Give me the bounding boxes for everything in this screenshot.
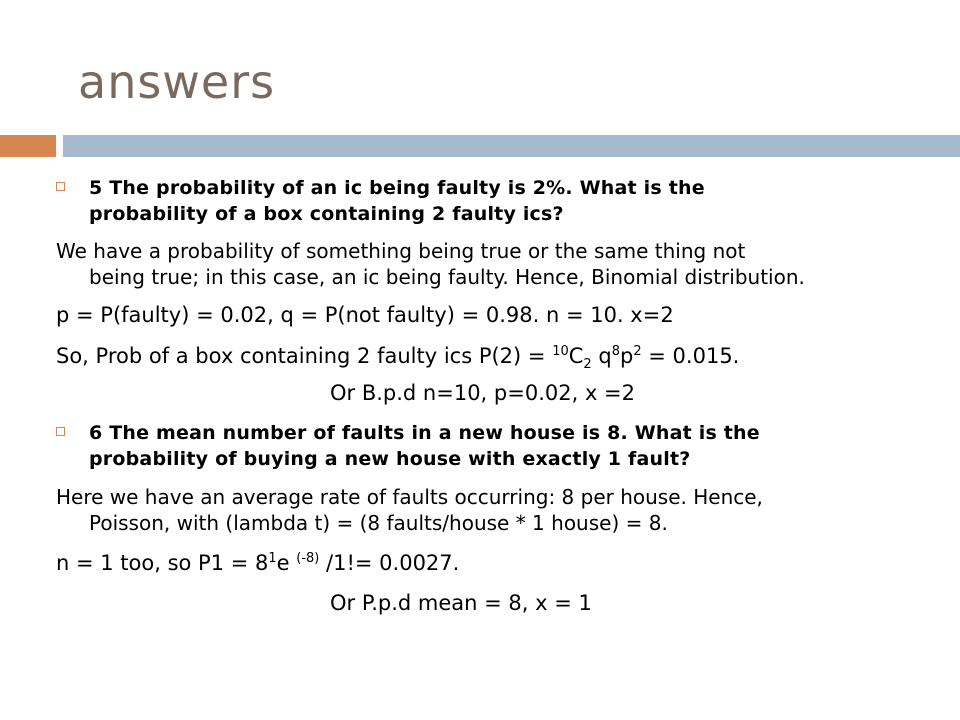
q5-calc-n: 10 <box>552 344 569 359</box>
hollow-square-icon <box>56 427 65 436</box>
q5-explanation-line-1: We have a probability of something being true or the same thing not <box>56 239 746 263</box>
q5-explanation-line-2: being true; in this case, an ic being faulty. Hence, Binomial distribution. <box>89 265 805 289</box>
q6-alternative: Or P.p.d mean = 8, x = 1 <box>330 591 592 615</box>
q5-alternative: Or B.p.d n=10, p=0.02, x =2 <box>330 381 636 405</box>
q5-calc-k: 2 <box>583 357 592 373</box>
q5-parameters: p = P(faulty) = 0.02, q = P(not faulty) = 0.98. n = 10. x=2 <box>56 303 674 327</box>
q5-calc-q-exp: 8 <box>611 344 620 359</box>
q6-explanation-line-2: Poisson, with (lambda t) = (8 faults/house * 1 house) = 8. <box>89 511 668 535</box>
q6-calc-exp2: (-8) <box>296 551 320 566</box>
q5-calc-p: p <box>619 344 634 368</box>
question-6-line-1: 6 The mean number of faults in a new house is 8. What is the <box>89 422 760 444</box>
question-5 <box>56 175 916 227</box>
question-6-line-2: probability of buying a new house with exactly 1 fault? <box>89 448 691 470</box>
q5-calc-prefix: So, Prob of a box containing 2 faulty ics P(2) = <box>56 344 553 368</box>
q6-calc-prefix: n = 1 too, so P1 = 8 <box>56 551 269 575</box>
question-6 <box>56 420 916 472</box>
hollow-square-icon <box>56 182 65 191</box>
q5-explanation <box>56 238 916 290</box>
q5-calc-q: q <box>591 344 612 368</box>
q6-calc-exp1: 1 <box>268 551 277 566</box>
question-5-line-2: probability of a box containing 2 faulty ics? <box>89 203 564 225</box>
q6-calculation <box>56 550 916 576</box>
slide-title: answers <box>78 55 276 109</box>
q5-calc-result: = 0.015. <box>641 344 740 368</box>
q6-explanation <box>56 484 916 536</box>
q6-calc-e: e <box>276 551 297 575</box>
q5-calculation <box>56 343 916 373</box>
question-5-line-1: 5 The probability of an ic being faulty is 2%. What is the <box>89 177 705 199</box>
q5-calc-c: C <box>568 344 584 368</box>
q6-calc-result: /1!= 0.0027. <box>319 551 460 575</box>
q6-explanation-line-1: Here we have an average rate of faults occurring: 8 per house. Hence, <box>56 485 763 509</box>
q5-calc-p-exp: 2 <box>633 344 642 359</box>
